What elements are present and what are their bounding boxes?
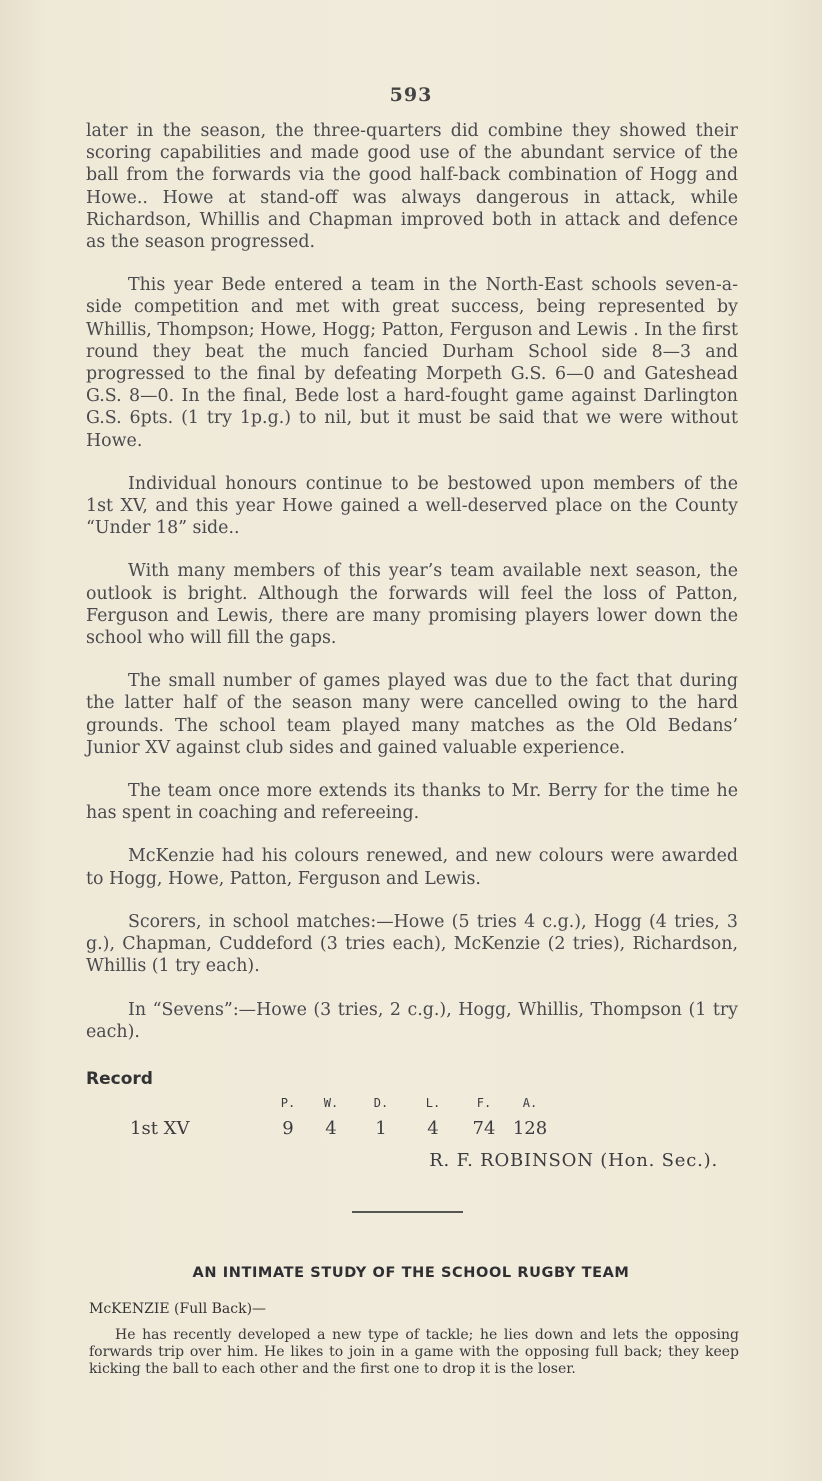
paragraph-8: Scorers, in school matches:—Howe (5 tries 4 c.g.), Hogg (4 tries, 3 g.), Chapman, Cuddeford (3 tries each), McKenzie (2 tries), Richardson, Whillis (1 try each).	[86, 911, 738, 977]
paragraph-7: McKenzie had his colours renewed, and new colours were awarded to Hogg, Howe, Patton, Ferguson and Lewis.	[86, 846, 738, 889]
record-col-w: W.	[323, 1096, 339, 1110]
paragraph-5: The small number of games played was due to the fact that during the latter half of the season many were cancelled owing to the hard grounds. The school team played many matches as the Old Bedans’ Junior XV against club sides and gained valuable experience.	[86, 671, 738, 758]
article-body	[86, 120, 738, 1043]
record-col-a: A.	[522, 1096, 538, 1110]
paragraph-3: Individual honours continue to be bestowed upon members of the 1st XV, and this year Howe gained a well-deserved place on the County “Under 18” side..	[86, 473, 738, 539]
record-col-f: F.	[476, 1096, 492, 1110]
subject-name: McKENZIE (Full Back)—	[89, 1301, 267, 1317]
record-header-row	[0, 1096, 822, 1120]
paragraph-9: In “Sevens”:—Howe (3 tries, 2 c.g.), Hogg, Whillis, Thompson (1 try each).	[86, 999, 738, 1042]
paragraph-2: This year Bede entered a team in the North-East schools seven-a-side competition and met with great success, being represented by Whillis, Thompson; Howe, Hogg; Patton, Ferguson and Lewis . In the first round they beat the much fancied Durham School side 8—3 and progressed to the final by defeating Morpeth G.S. 6—0 and Gateshead G.S. 8—0. In the final, Bede lost a hard-fought game against Darlington G.S. 6pts. (1 try 1p.g.) to nil, but it must be said that we were without Howe.	[86, 275, 738, 451]
record-val-d: 1	[375, 1118, 387, 1139]
record-col-p: P.	[280, 1096, 296, 1110]
subject-text: He has recently developed a new type of tackle; he lies down and lets the opposing forwards trip over him. He likes to join in a game with the opposing full back; they keep kicking the ball to each other and the first one to drop it is the loser.	[89, 1327, 739, 1377]
page-number: 593	[389, 84, 433, 106]
paragraph-4: With many members of this year’s team available next season, the outlook is bright. Although the forwards will feel the loss of Patton, Ferguson and Lewis, there are many promising players lower down the school who will fill the gaps.	[86, 561, 738, 649]
signature: R. F. ROBINSON (Hon. Sec.).	[429, 1150, 718, 1171]
record-col-l: L.	[425, 1096, 441, 1110]
record-heading: Record	[86, 1069, 153, 1089]
record-team-label: 1st XV	[130, 1118, 190, 1139]
record-val-a: 128	[512, 1118, 548, 1139]
divider-rule	[352, 1211, 463, 1213]
record-val-w: 4	[325, 1118, 337, 1139]
record-col-d: D.	[373, 1096, 389, 1110]
record-row-1st-xv	[0, 1118, 822, 1142]
paragraph-1: later in the season, the three-quarters did combine they showed their scoring capabilities and made good use of the abundant service of the ball from the forwards via the good half-back combination of Hogg and Howe.. Howe at stand-off was always dangerous in attack, while Richardson, Whillis and Chapman improved both in attack and defence as the season progressed.	[86, 121, 738, 253]
section-heading: AN INTIMATE STUDY OF THE SCHOOL RUGBY TEAM	[192, 1265, 630, 1281]
record-val-f: 74	[472, 1118, 496, 1139]
record-val-l: 4	[427, 1118, 439, 1139]
record-val-p: 9	[282, 1118, 294, 1139]
paragraph-6: The team once more extends its thanks to Mr. Berry for the time he has spent in coaching and refereeing.	[86, 781, 738, 824]
